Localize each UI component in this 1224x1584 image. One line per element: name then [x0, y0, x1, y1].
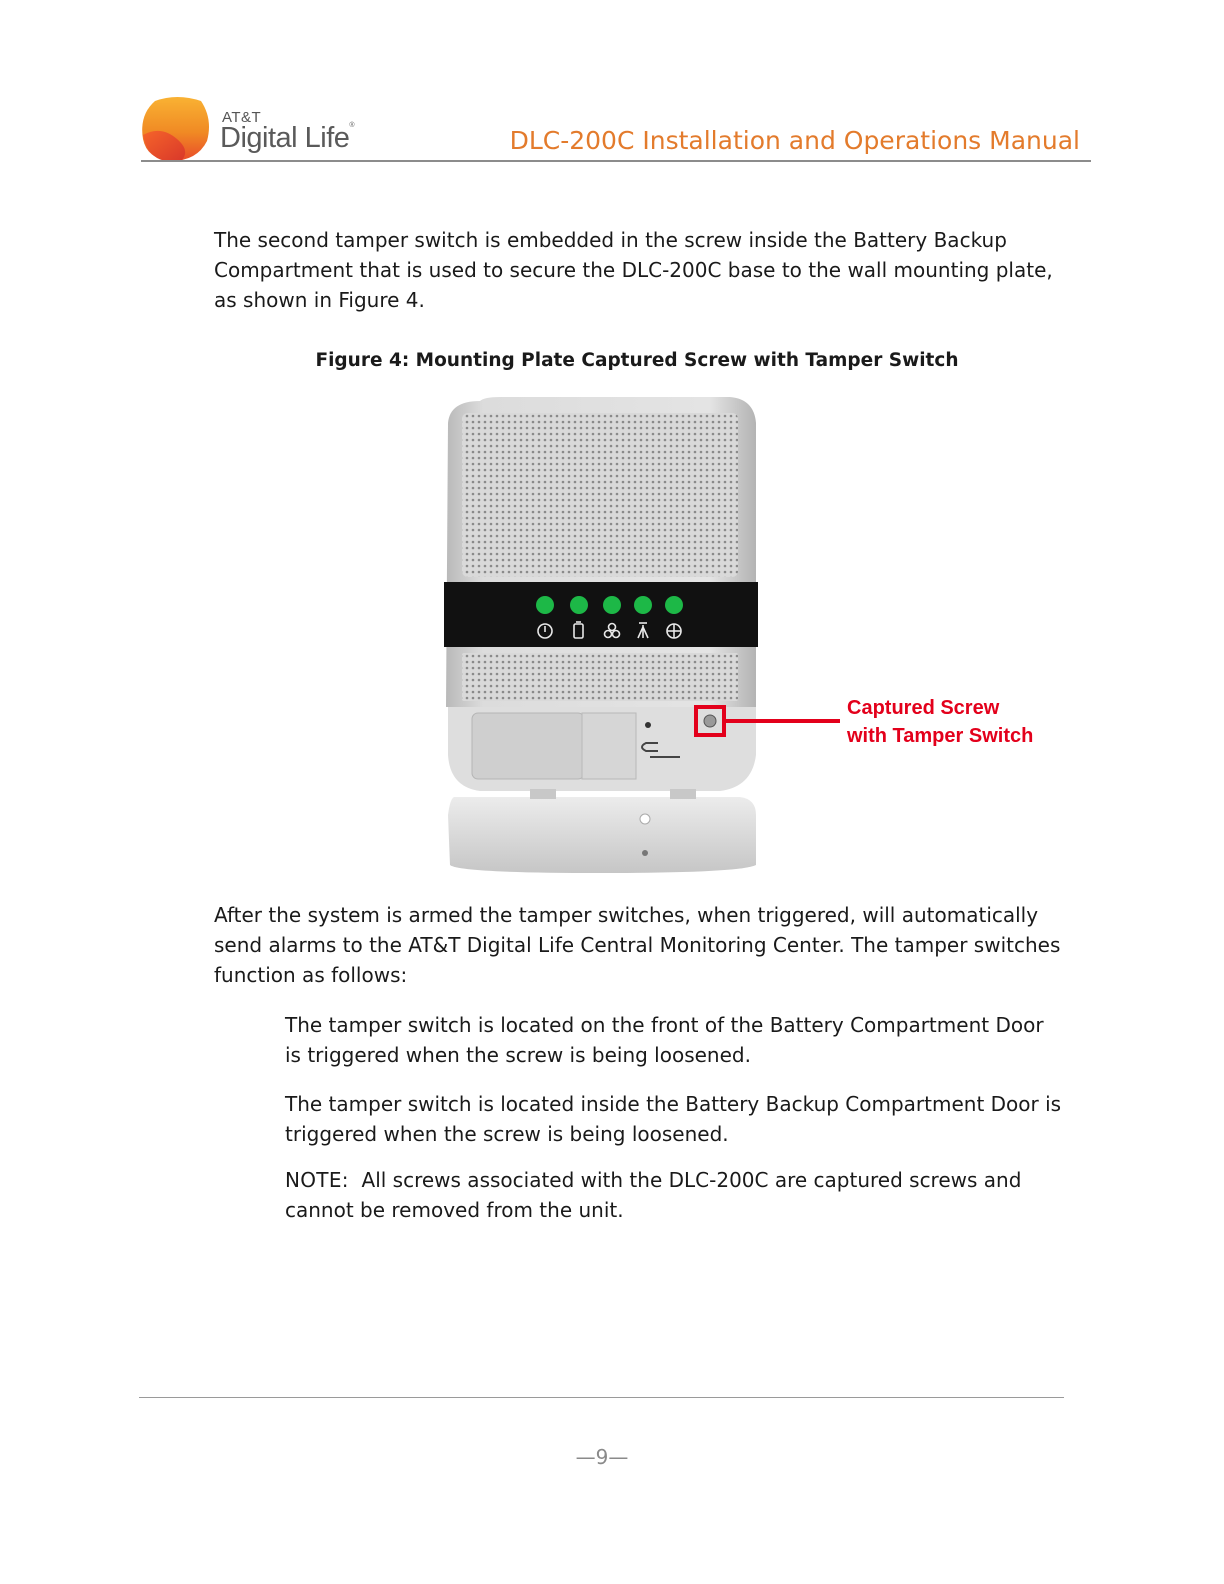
- note-text: All screws associated with the DLC-200C are captured screws and cannot be removed from the unit.: [285, 1168, 1022, 1222]
- note-label: NOTE:: [285, 1168, 349, 1192]
- note-paragraph: [285, 1165, 1065, 1225]
- battery-door: [448, 789, 756, 873]
- tamper-item-inside: The tamper switch is located inside the Battery Backup Compartment Door is triggered when the screw is being loosened.: [285, 1092, 1062, 1146]
- device-figure: [440, 395, 1050, 885]
- internet-icon: [667, 624, 681, 638]
- callout-label-line2: with Tamper Switch: [847, 725, 1034, 747]
- battery-compartment: [448, 707, 756, 791]
- network-led: [603, 596, 621, 614]
- logo-product-text: [220, 122, 354, 155]
- registered-mark: ®: [349, 122, 355, 129]
- battery-led: [570, 596, 588, 614]
- callout-label-line1: Captured Screw: [847, 697, 1000, 719]
- led-panel: [444, 582, 758, 647]
- figure-caption: Figure 4: Mounting Plate Captured Screw with Tamper Switch: [315, 350, 959, 371]
- captured-screw: [704, 715, 716, 727]
- tamper-alarm-paragraph: After the system is armed the tamper switches, when triggered, will automatically send alarms to the AT&T Digital Life Central Monitoring Center. The tamper switches function as follows:: [214, 903, 1061, 987]
- intro-paragraph: The second tamper switch is embedded in the screw inside the Battery Backup Compartment that is used to secure the DLC-200C base to the wall mounting plate, as shown in Figure 4.: [214, 228, 1053, 312]
- logo-brand-text: AT&T: [222, 109, 262, 126]
- tamper-item-front: The tamper switch is located on the front of the Battery Compartment Door is triggered when the screw is being loosened.: [285, 1013, 1044, 1067]
- header-divider: [141, 160, 1091, 162]
- internet-led: [665, 596, 683, 614]
- logo-product-name: Digital Life: [220, 122, 350, 154]
- digital-life-logo-icon: [141, 95, 211, 163]
- power-led: [536, 596, 554, 614]
- footer-divider: [139, 1397, 1064, 1398]
- document-title: DLC-200C Installation and Operations Manual: [509, 126, 1080, 155]
- device-body: [446, 397, 756, 707]
- cellular-led: [634, 596, 652, 614]
- page-number: —9—: [575, 1445, 629, 1469]
